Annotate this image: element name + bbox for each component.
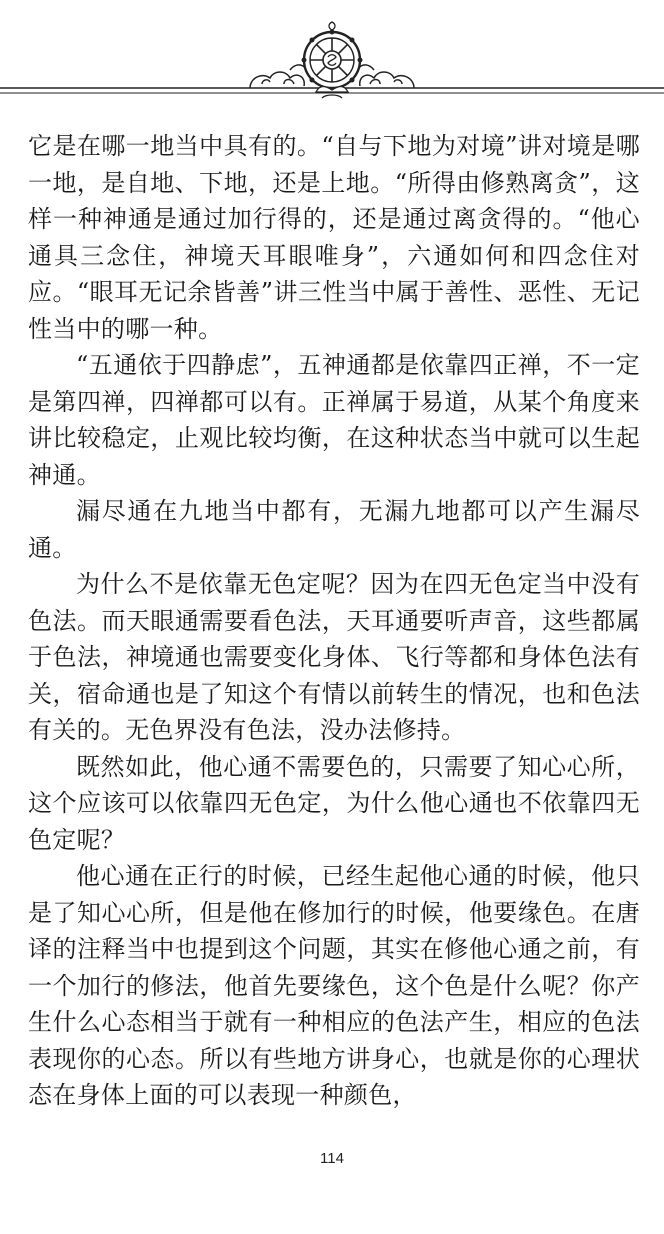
body-paragraph: 漏尽通在九地当中都有，无漏九地都可以产生漏尽通。 bbox=[28, 497, 640, 562]
dharma-wheel-icon bbox=[302, 22, 363, 98]
header-ornament-graphic bbox=[0, 0, 664, 110]
body-paragraph: 他心通在正行的时候，已经生起他心通的时候，他只是了知心心所，但是他在修加行的时候，他要缘色。在唐译的注释当中也提到这个问题，其实在修他心通之前，有一个加行的修法，他首先要缘色，这个色是什么呢？你产生什么心态相当于就有一种相应的色法产生，相应的色法表现你的心态。所以有些地方讲身心，也就是你的心理状态在身体上面的可以表现一种颜色， bbox=[28, 862, 640, 1109]
body-paragraph: 既然如此，他心通不需要色的，只需要了知心心所，这个应该可以依靠四无色定，为什么他心通也不依靠四无色定呢？ bbox=[28, 752, 640, 854]
page-number: 114 bbox=[320, 1150, 344, 1167]
cloud-scroll-icon bbox=[358, 65, 414, 88]
cloud-scroll-icon bbox=[250, 65, 306, 88]
page-body bbox=[28, 128, 640, 1114]
body-paragraph: 为什么不是依靠无色定呢？因为在四无色定当中没有色法。而天眼通需要看色法，天耳通要听声音，这些都属于色法，神境通也需要变化身体、飞行等都和身体色法有关，宿命通也是了知这个有情以前转生的情况，也和色法有关的。无色界没有色法，没办法修持。 bbox=[28, 570, 640, 744]
body-paragraph: “五通依于四静虑”，五神通都是依靠四正禅，不一定是第四禅，四禅都可以有。正禅属于易道，从某个角度来讲比较稳定，止观比较均衡，在这种状态当中就可以生起神通。 bbox=[28, 351, 640, 489]
body-paragraph: 它是在哪一地当中具有的。“自与下地为对境”讲对境是哪一地，是自地、下地，还是上地。“所得由修熟离贪”，这样一种神通是通过加行得的，还是通过离贪得的。“他心通具三念住，神境天耳眼唯身”，六通如何和四念住对应。“眼耳无记余皆善”讲三性当中属于善性、恶性、无记性当中的哪一种。 bbox=[28, 132, 640, 343]
page-header-ornament bbox=[0, 0, 664, 110]
